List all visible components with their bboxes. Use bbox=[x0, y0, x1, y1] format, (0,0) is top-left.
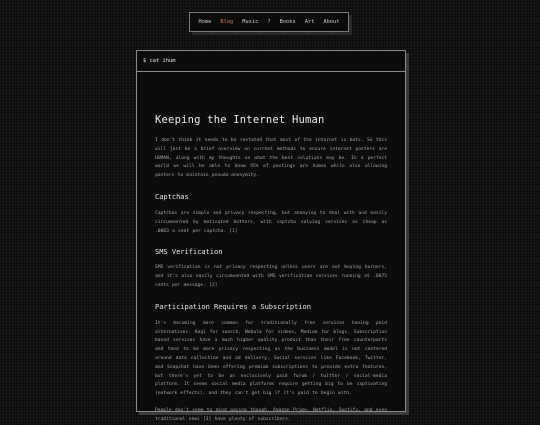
nav-art[interactable]: Art bbox=[304, 19, 315, 25]
article-intro: I don't think it needs to be restated that most of the internet is bots. So this will just be a brief overview on current methods to ensure internet posters are HUMAN, along with my thoughts on what the best solutions may be. In a perfect world we will be able to know 95% of postings are human while also allowing posters to maintain pseudo-anonymity. bbox=[155, 138, 387, 179]
section-heading-captchas: Captchas bbox=[155, 192, 189, 201]
article bbox=[137, 72, 405, 425]
window-header bbox=[137, 51, 405, 72]
section-text-captchas: Captchas are simple and privacy respecting, but annoying to deal with and easily circumvented by motivated botters, with captcha solving services as cheap as .0003 a cent per captcha. [1] bbox=[155, 210, 387, 234]
section-heading-subscription: Participation Requires a Subscription bbox=[155, 302, 311, 311]
nav-home[interactable]: Home bbox=[198, 19, 212, 25]
nav-music[interactable]: Music bbox=[242, 19, 259, 25]
top-nav bbox=[189, 12, 349, 32]
content-window bbox=[136, 50, 406, 422]
section-text-subscription: It's becoming more common for traditionally free services having paid alternatives. Kagi for search, Nebula for videos, Medium for blogs. Subscription based services have a much higher quality product than their free counterparts and tend to be more privacy respecting as the business model is not centered around data collection and ad delivery. Social services like Facebook, Twitter, and Snapchat have been offering premium subscriptions to provide extra features, but there's yet to be an exclusively paid forum / twitter / social-media platform. It seems social media platforms require getting big to be captivating (network effects), and they can't get big if it's paid to begin with. bbox=[155, 320, 387, 397]
nav-question[interactable]: ? bbox=[267, 19, 271, 25]
section-text-closing: People don't seem to mind paying though. Amazon Prime, Netflix, Spotify, and even traditional news [3] have plenty of subscribers. bbox=[155, 407, 387, 422]
section-heading-sms: SMS Verification bbox=[155, 248, 223, 257]
nav-books[interactable]: Books bbox=[279, 19, 296, 25]
article-title: Keeping the Internet Human bbox=[155, 114, 325, 126]
section-text-sms: SMS verification is not privacy respecting unless users are out buying burners, and it's also easily circumvented with SMS verification services running at .0075 cents per message. [2] bbox=[155, 265, 387, 288]
window-command: $ cat ihum bbox=[143, 58, 176, 64]
nav-about[interactable]: About bbox=[323, 19, 340, 25]
nav-blog[interactable]: Blog bbox=[220, 19, 234, 25]
